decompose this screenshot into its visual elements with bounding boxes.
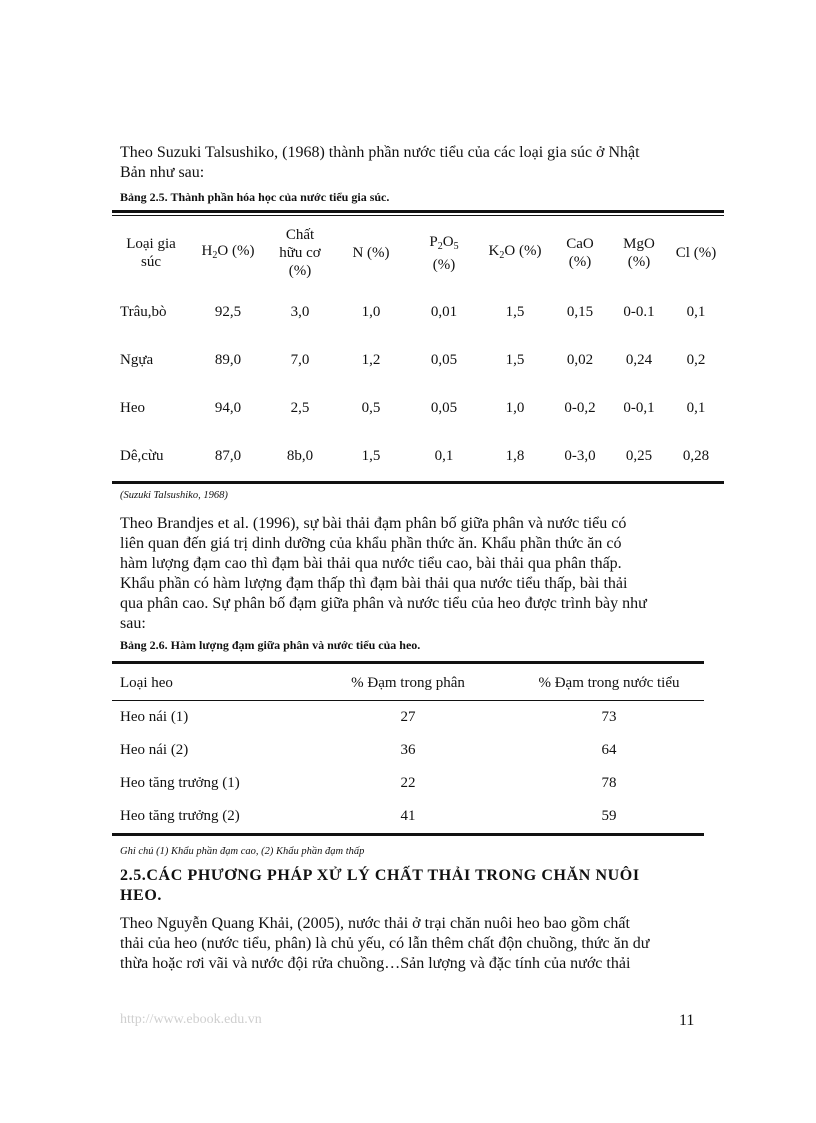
header-h2o: $H_2O$ (%) [201,242,255,261]
page-number: 11 [679,1012,695,1029]
table2-header-row: Loại heo % Đạm trong phân % Đạm trong nước tiểu [112,666,704,701]
table1-header-row [112,218,724,288]
header-k2o: $K_2O$ (%) [488,242,542,261]
header-organic: Chất hữu cơ (%) [279,227,321,279]
urine-composition-table [112,218,724,480]
table-row: Dê,cừu 87,0 8b,0 1,5 0,1 1,8 0-3,0 0,25 0,28 [120,447,710,464]
header-animal: Loại gia súc [126,236,176,270]
table1-source: (Suzuki Talsushiko, 1968) [120,490,228,501]
section-heading: 2.5.CÁC PHƯƠNG PHÁP XỬ LÝ CHẤT THẢI TRONG CHĂN NUÔI HEO. [120,867,640,904]
header-mgo: MgO (%) [623,236,655,270]
nguyen-paragraph: Theo Nguyễn Quang Khải, (2005), nước thải ở trại chăn nuôi heo bao gồm chất thải của heo (nước tiểu, phân) là chủ yếu, có lẫn thêm chất độn chuồng, thức ăn dư thừa hoặc rơi vãi và nước đội rửa chuồng…Sản lượng và đặc tính của nước thải [120,915,650,972]
intro-line-1: Theo Suzuki Talsushiko, (1968) thành phần nước tiểu của các loại gia súc ở Nhật [120,144,640,161]
table2-note: Ghi chú (1) Khẩu phần đạm cao, (2) Khẩu phần đạm thấp [120,846,365,857]
intro-paragraph [120,143,696,183]
nitrogen-distribution-table [112,666,704,833]
table2-top-rule [112,661,704,664]
header-p2o5: $P_2O_5$ (%) [429,233,459,273]
header-n: N (%) [352,245,390,261]
intro-line-2: Bản như sau: [120,164,205,181]
table1-caption: Bảng 2.5. Thành phần hóa học của nước tiểu gia súc. [120,190,390,204]
table1-top-rule-thick [112,210,724,213]
table-row: Heo nái (1) 27 73 [120,709,617,725]
table-row: Heo nái (2) 36 64 [120,742,617,758]
table2-caption: Bảng 2.6. Hàm lượng đạm giữa phân và nước tiểu của heo. [120,638,421,652]
footer-url: http://www.ebook.edu.vn [120,1012,262,1027]
header-cao: CaO (%) [566,236,594,270]
table-row: Heo tăng trưởng (1) 22 78 [120,775,617,791]
table-row: Trâu,bò 92,5 3,0 1,0 0,01 1,5 0,15 0-0.1 0,1 [120,303,706,320]
table2-bottom-rule [112,833,704,836]
table1-top-rule-thin [112,215,724,216]
table-row: Heo tăng trưởng (2) 41 59 [120,808,617,824]
table-row: Ngựa 89,0 7,0 1,2 0,05 1,5 0,02 0,24 0,2 [120,351,706,368]
brandjes-paragraph: Theo Brandjes et al. (1996), sự bài thải đạm phân bố giữa phân và nước tiểu có liên quan đến giá trị dinh dưỡng của khẩu phần thức ăn. Khẩu phần thức ăn có hàm lượng đạm cao thì đạm bài thải qua nước tiểu cao, bài thải qua phân thấp. Khẩu phần có hàm lượng đạm thấp thì đạm bài thải qua nước tiểu thấp, bài thải qua phân cao. Sự phân bố đạm giữa phân và nước tiểu của heo được trình bày như sau: [120,515,647,632]
table1-bottom-rule [112,481,724,484]
table-row: Heo 94,0 2,5 0,5 0,05 1,0 0-0,2 0-0,1 0,1 [120,399,706,416]
header-cl: Cl (%) [675,245,717,261]
